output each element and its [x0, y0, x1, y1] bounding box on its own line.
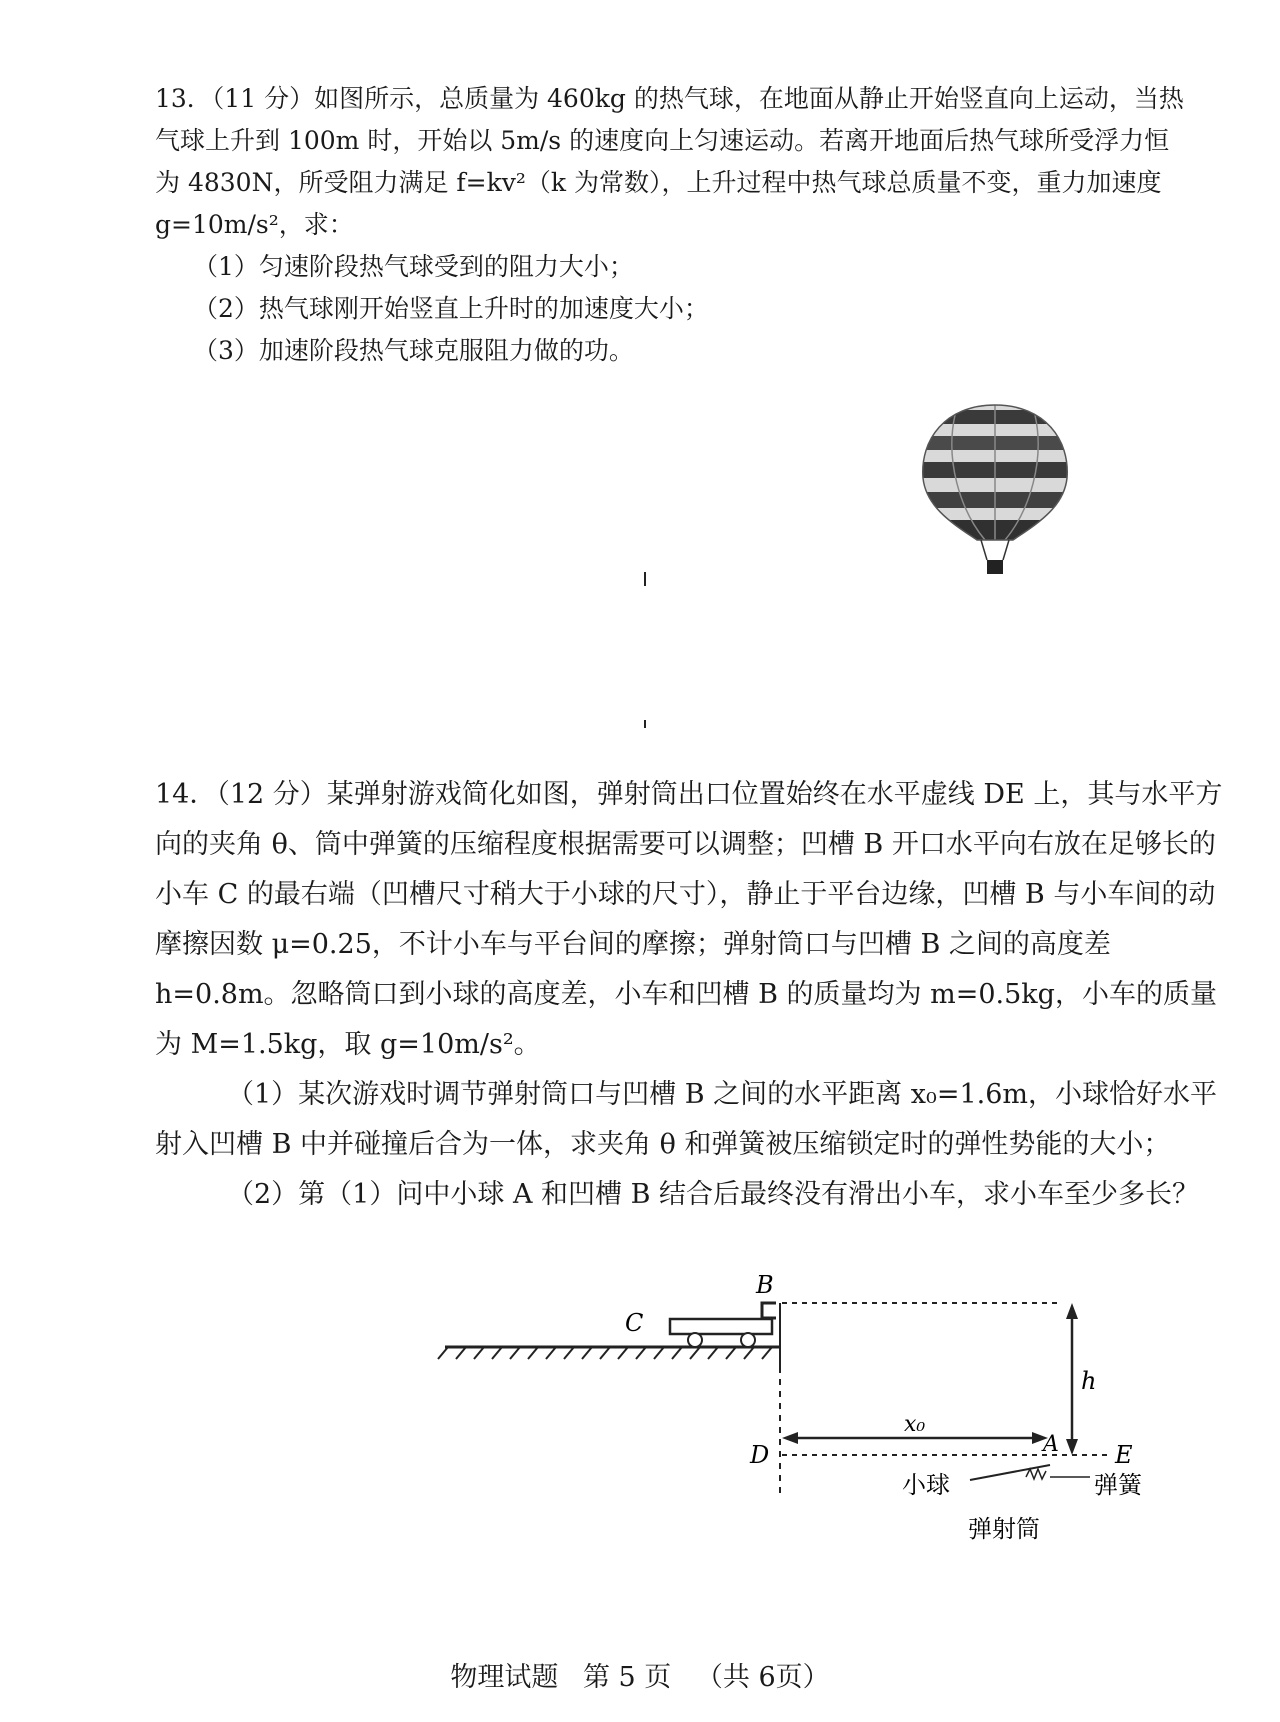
label-launcher: 弹射筒 [968, 1515, 1040, 1543]
question-13-part-1: （1）匀速阶段热气球受到的阻力大小； [193, 252, 634, 281]
footer-page-number: 第 5 页 [582, 1662, 672, 1693]
label-h: h [1081, 1367, 1097, 1395]
question-13 [155, 78, 1185, 372]
groove-b [762, 1303, 776, 1318]
question-13-stem: 13．（11 分）如图所示，总质量为 460kg 的热气球，在地面从静止开始竖直向上运动，当热气球上升到 100m 时，开始以 5m/s 的速度向上匀速运动。若离开地面后热气球所受浮力恒为 4830N，所受阻力满足 f=kv²（k 为常数），上升过程中热气球总质量不变，重力加速度 g=10m/s²，求： [155, 84, 1184, 239]
question-14 [155, 770, 1235, 1220]
footer-subject: 物理试题 [450, 1662, 559, 1693]
question-14-stem: 14．（12 分）某弹射游戏简化如图，弹射筒出口位置始终在水平虚线 DE 上，其与水平方向的夹角 θ、筒中弹簧的压缩程度根据需要可以调整；凹槽 B 开口水平向右放在足够长的小车 C 的最右端（凹槽尺寸稍大于小球的尺寸），静止于平台边缘，凹槽 B 与小车间的动摩擦因数 μ=0.25，不计小车与平台间的摩擦；弹射筒口与凹槽 B 之间的高度差 h=0.8m。忽略筒口到小球的高度差，小车和凹槽 B 的质量均为 m=0.5kg，小车的质量为 M=1.5kg，取 g=10m/s²。 [155, 779, 1223, 1060]
hot-air-balloon-figure [915, 400, 1075, 600]
label-e: E [1115, 1441, 1133, 1469]
footer-total-pages: （共 6页） [695, 1662, 830, 1693]
question-13-part-3: （3）加速阶段热气球克服阻力做的功。 [193, 336, 634, 365]
balloon-envelope [915, 400, 1075, 550]
label-x0: x₀ [904, 1412, 926, 1437]
label-c: C [625, 1309, 644, 1337]
page-footer [0, 1655, 1280, 1694]
launcher-diagram [430, 1255, 1220, 1575]
question-13-part-2: （2）热气球刚开始竖直上升时的加速度大小； [193, 294, 709, 323]
cart-wheel-left [688, 1333, 702, 1347]
question-14-part-1: （1）某次游戏时调节弹射筒口与凹槽 B 之间的水平距离 x₀=1.6m，小球恰好水平射入凹槽 B 中并碰撞后合为一体，求夹角 θ 和弹簧被压缩锁定时的弹性势能的大小； [155, 1079, 1217, 1160]
cart-wheel-right [741, 1333, 755, 1347]
label-ball: 小球 [902, 1471, 950, 1499]
label-a: A [1043, 1432, 1059, 1457]
label-d: D [750, 1441, 770, 1469]
question-14-part-2: （2）第（1）问中小球 A 和凹槽 B 结合后最终没有滑出小车，求小车至少多长？ [227, 1179, 1200, 1210]
balloon-basket [987, 560, 1003, 574]
cart-c [670, 1319, 772, 1334]
label-b: B [756, 1271, 774, 1299]
ground-hatching [438, 1347, 772, 1359]
label-spring: 弹簧 [1094, 1471, 1142, 1499]
spring-icon [1026, 1469, 1046, 1479]
